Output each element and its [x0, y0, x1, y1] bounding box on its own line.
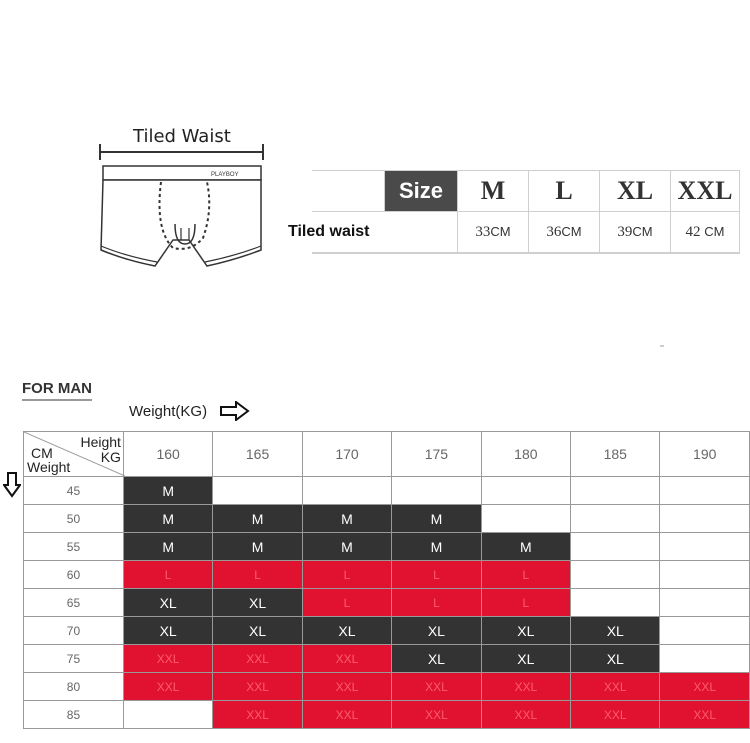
- size-cell: [213, 477, 302, 505]
- size-cell: XXL: [123, 645, 212, 673]
- size-xxl: XXL: [671, 171, 740, 212]
- corner-weight-label: Weight: [27, 459, 71, 475]
- illustration-caption: Tiled Waist: [133, 126, 231, 147]
- size-cell: M: [481, 533, 570, 561]
- size-cell: XL: [571, 645, 660, 673]
- size-cell: [660, 533, 750, 561]
- weight-label-70: 70: [24, 617, 124, 645]
- size-cell: L: [213, 561, 302, 589]
- weight-label-80: 80: [24, 673, 124, 701]
- size-cell: [660, 477, 750, 505]
- size-cell: XL: [123, 617, 212, 645]
- size-xl: XL: [600, 171, 671, 212]
- size-cell: L: [302, 561, 391, 589]
- size-cell: XL: [392, 645, 481, 673]
- table-row: [24, 561, 750, 589]
- size-l: L: [529, 171, 600, 212]
- weight-axis-label: Weight(KG): [129, 403, 208, 420]
- height-header-165: 165: [213, 432, 302, 477]
- size-cell: [392, 477, 481, 505]
- waist-value-xxl: 42 CM: [671, 212, 740, 254]
- weight-label-45: 45: [24, 477, 124, 505]
- size-cell: [571, 533, 660, 561]
- grid-corner: [24, 432, 124, 477]
- size-cell: XXL: [392, 701, 481, 729]
- size-header-spacer: [312, 171, 385, 212]
- table-row: [24, 533, 750, 561]
- size-m: M: [458, 171, 529, 212]
- right-arrow-icon: [220, 401, 250, 421]
- size-cell: [481, 505, 570, 533]
- boxer-illustration: [95, 120, 275, 290]
- size-cell: XL: [302, 617, 391, 645]
- size-cell: XXL: [392, 673, 481, 701]
- size-cell: M: [392, 533, 481, 561]
- size-cell: M: [123, 477, 212, 505]
- weight-label-50: 50: [24, 505, 124, 533]
- size-cell: [660, 505, 750, 533]
- height-header-170: 170: [302, 432, 391, 477]
- weight-label-55: 55: [24, 533, 124, 561]
- divider-mark: [660, 345, 664, 347]
- size-cell: XL: [392, 617, 481, 645]
- size-cell: M: [392, 505, 481, 533]
- size-cell: M: [302, 505, 391, 533]
- height-header-160: 160: [123, 432, 212, 477]
- corner-cm-label: CM: [31, 445, 53, 461]
- size-cell: XXL: [571, 701, 660, 729]
- size-cell: M: [213, 533, 302, 561]
- size-cell: XXL: [302, 673, 391, 701]
- size-cell: XL: [123, 589, 212, 617]
- size-cell: [571, 561, 660, 589]
- size-cell: XXL: [213, 701, 302, 729]
- size-cell: [660, 645, 750, 673]
- size-cell: L: [481, 589, 570, 617]
- size-header-label: Size: [385, 171, 458, 212]
- height-header-185: 185: [571, 432, 660, 477]
- size-cell: XL: [213, 589, 302, 617]
- corner-height-label: Height: [80, 434, 121, 450]
- size-cell: XXL: [302, 645, 391, 673]
- weight-label-75: 75: [24, 645, 124, 673]
- tiled-waist-row-label: Tiled waist: [312, 212, 458, 254]
- size-cell: M: [302, 533, 391, 561]
- weight-label-60: 60: [24, 561, 124, 589]
- size-cell: [660, 561, 750, 589]
- waist-value-m: 33CM: [458, 212, 529, 254]
- size-chart-grid: [23, 431, 750, 729]
- size-cell: XXL: [481, 701, 570, 729]
- waist-value-l: 36CM: [529, 212, 600, 254]
- size-cell: XXL: [213, 673, 302, 701]
- size-cell: L: [302, 589, 391, 617]
- size-cell: XXL: [302, 701, 391, 729]
- size-cell: [571, 589, 660, 617]
- size-cell: M: [123, 533, 212, 561]
- table-row: [24, 645, 750, 673]
- size-cell: L: [392, 589, 481, 617]
- size-cell: [660, 617, 750, 645]
- size-cell: M: [123, 505, 212, 533]
- size-cell: L: [481, 561, 570, 589]
- size-cell: XXL: [660, 701, 750, 729]
- size-cell: XL: [481, 645, 570, 673]
- size-cell: [660, 589, 750, 617]
- table-row: [24, 701, 750, 729]
- size-waist-table: [288, 170, 740, 254]
- table-row: [24, 477, 750, 505]
- size-cell: [481, 477, 570, 505]
- weight-label-85: 85: [24, 701, 124, 729]
- waist-value-xl: 39CM: [600, 212, 671, 254]
- size-cell: M: [213, 505, 302, 533]
- size-cell: [571, 505, 660, 533]
- size-cell: L: [123, 561, 212, 589]
- table-row: [24, 505, 750, 533]
- size-cell: XXL: [660, 673, 750, 701]
- height-header-190: 190: [660, 432, 750, 477]
- table-row: [24, 673, 750, 701]
- size-cell: XL: [571, 617, 660, 645]
- size-cell: XXL: [123, 673, 212, 701]
- table-row: [24, 617, 750, 645]
- size-cell: L: [392, 561, 481, 589]
- height-header-175: 175: [392, 432, 481, 477]
- size-cell: XL: [481, 617, 570, 645]
- size-cell: [302, 477, 391, 505]
- brand-text: PLAYBOY: [211, 172, 239, 178]
- size-cell: [571, 477, 660, 505]
- size-cell: XXL: [481, 673, 570, 701]
- chart-title: FOR MAN: [22, 380, 92, 401]
- corner-kg-label: KG: [100, 449, 121, 465]
- height-header-180: 180: [481, 432, 570, 477]
- table-row: [24, 589, 750, 617]
- size-cell: [123, 701, 212, 729]
- size-cell: XXL: [213, 645, 302, 673]
- down-arrow-icon: [3, 472, 21, 498]
- weight-label-65: 65: [24, 589, 124, 617]
- size-cell: XL: [213, 617, 302, 645]
- size-cell: XXL: [571, 673, 660, 701]
